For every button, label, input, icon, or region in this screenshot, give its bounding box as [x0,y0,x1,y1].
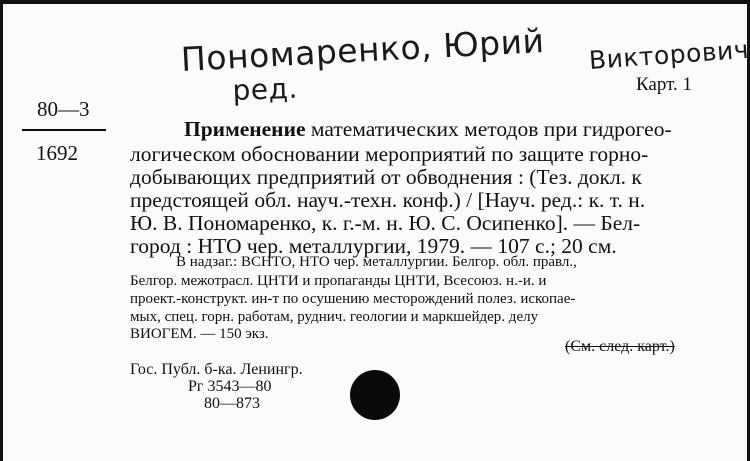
library-number: 80—873 [204,395,260,412]
handwritten-author: Пономаренко, Юрий [180,20,546,79]
call-number-divider [22,129,106,131]
library-code: Рг 3543—80 [188,378,272,395]
note-line: В надзаг.: ВСНТО, НТО чер. металлургии. Белгор. обл. правл., [176,254,577,270]
entry-title-rest: математических методов при гидрогео- [310,117,672,141]
note-line: проект.-конструкт. ин-т по осушению месторождений полез. ископае- [130,291,576,307]
entry-line: логическом обосновании мероприятий по защите горно- [130,142,649,166]
call-number-top: 80—3 [37,97,90,121]
note-line: Белгор. межотрасл. ЦНТИ и пропаганды ЦНТИ, Всесоюз. н.-и. и [130,273,547,289]
library-name: Гос. Публ. б-ка. Ленингр. [130,361,303,378]
handwritten-editor-note: ред. [232,71,299,107]
note-line: ВИОГЕМ. — 150 экз. [130,326,269,342]
entry-title-line [184,118,672,141]
entry-title-bold: Применение [184,117,306,141]
card-left-border [0,0,3,461]
entry-line: Ю. В. Пономаренко, к. г.-м. н. Ю. С. Осипенко]. — Бел- [130,211,641,235]
see-next-card: (См. след. карт.) [565,338,675,355]
entry-line: добывающих предприятий от обводнения : (Тез. докл. к [130,165,642,189]
punch-hole [350,370,400,420]
handwritten-patronymic: Викторович [588,34,750,75]
entry-line: предстоящей обл. науч.-техн. конф.) / [Науч. ред.: к. т. н. [130,188,646,212]
entry-line: город : НТО чер. металлургии, 1979. — 107 с.; 20 см. [130,234,617,258]
call-number-bottom: 1692 [36,141,78,165]
card-number: Карт. 1 [636,74,692,95]
note-line: мых, спец. горн. работам, руднич. геологии и маркшейдер. делу [130,309,539,325]
card-top-border [0,0,750,4]
